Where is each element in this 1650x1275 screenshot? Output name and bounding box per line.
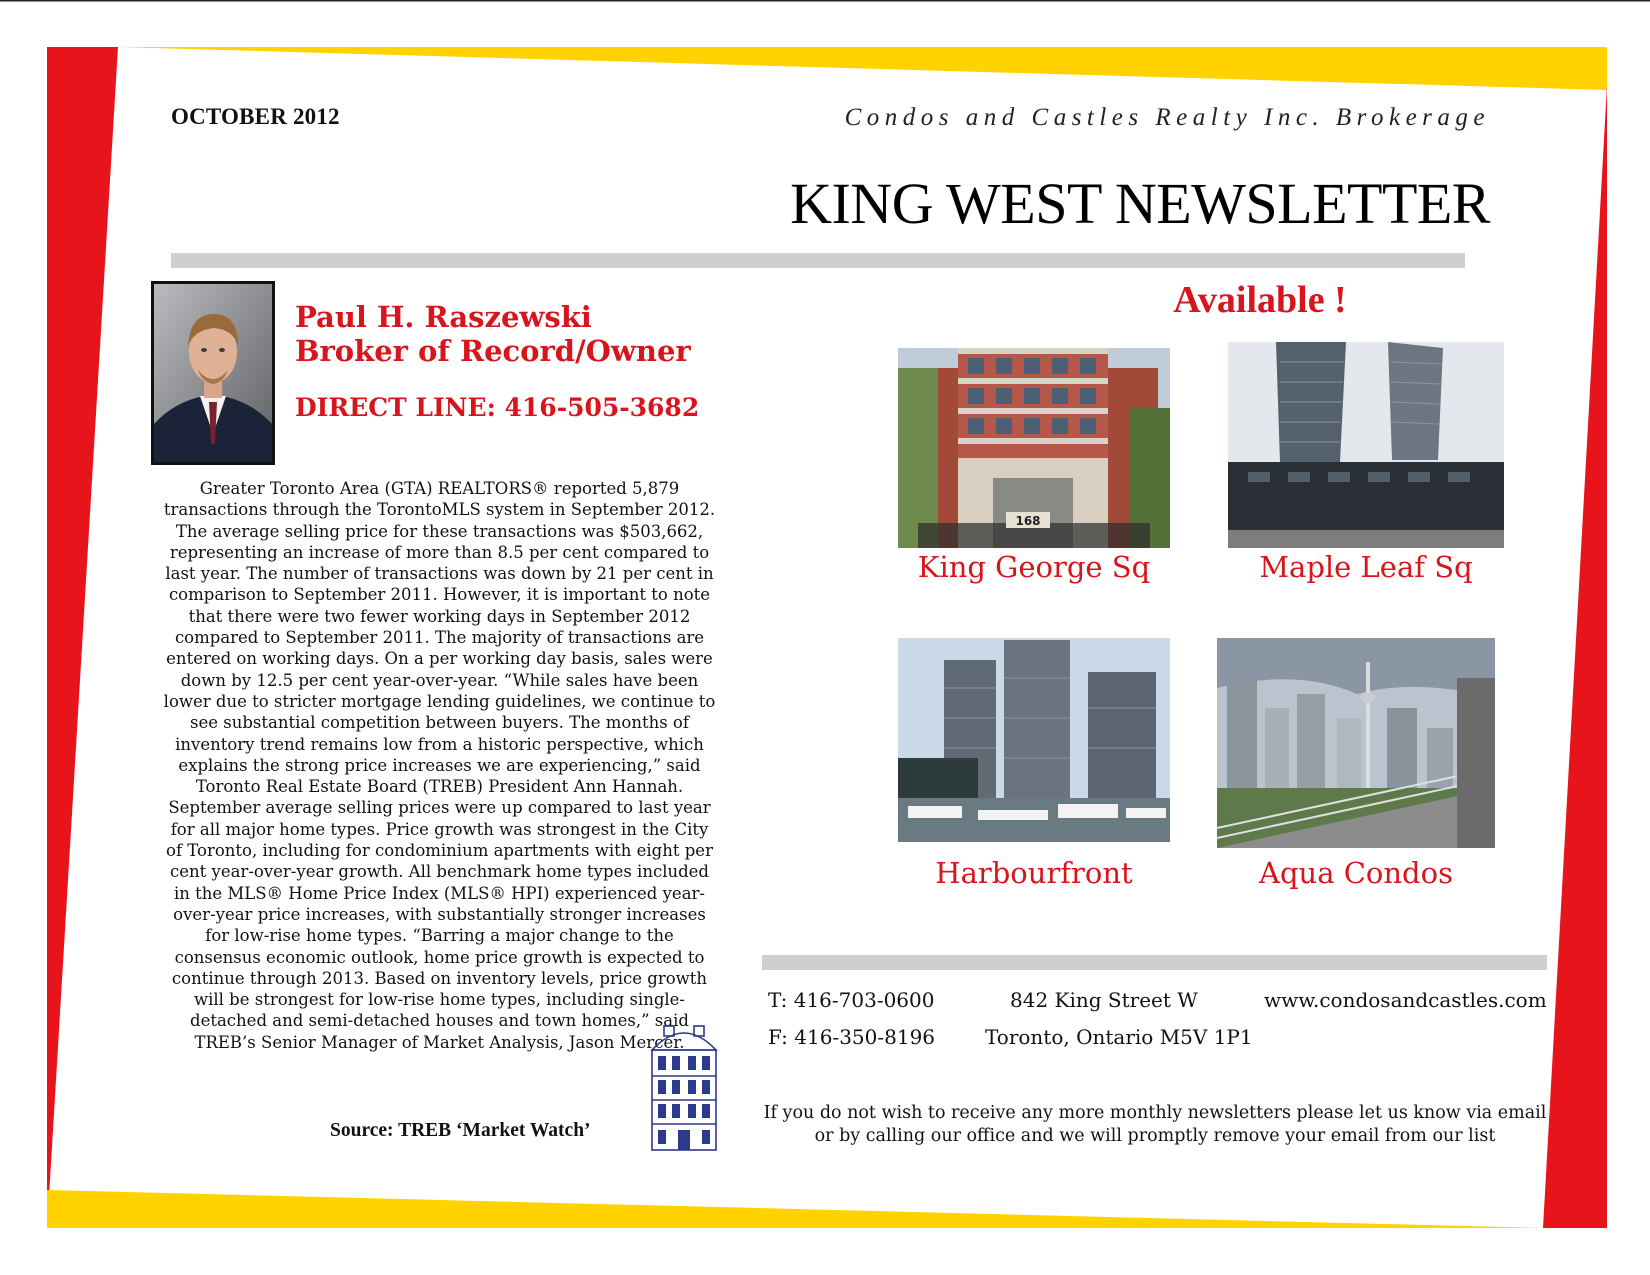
newsletter-title: KING WEST NEWSLETTER bbox=[790, 171, 1490, 236]
city-address: Toronto, Ontario M5V 1P1 bbox=[985, 1025, 1253, 1049]
listing-caption-king-george: King George Sq bbox=[917, 550, 1151, 584]
broker-name: Paul H. Raszewski bbox=[295, 300, 592, 334]
listing-caption-harbourfront: Harbourfront bbox=[935, 856, 1133, 890]
issue-date: OCTOBER 2012 bbox=[171, 104, 340, 129]
source-citation: Source: TREB ‘Market Watch’ bbox=[330, 1120, 591, 1141]
listing-caption-aqua-condos: Aqua Condos bbox=[1259, 856, 1453, 890]
broker-title: Broker of Record/Owner bbox=[295, 334, 691, 368]
listing-caption-maple-leaf: Maple Leaf Sq bbox=[1259, 550, 1473, 584]
harbourfront-photo bbox=[898, 638, 1170, 842]
castle-building-logo bbox=[648, 1020, 720, 1152]
office-fax: F: 416-350-8196 bbox=[768, 1025, 936, 1049]
maple-leaf-sq-photo bbox=[1228, 342, 1504, 548]
building-number-sign: 168 bbox=[1015, 514, 1041, 528]
bottom-divider bbox=[762, 955, 1547, 970]
bottom-yellow-band bbox=[47, 1190, 1543, 1228]
street-address: 842 King Street W bbox=[1010, 988, 1198, 1012]
top-edge-line bbox=[0, 0, 1650, 2]
website-link[interactable]: www.condosandcastles.com bbox=[1264, 988, 1547, 1012]
company-name: Condos and Castles Realty Inc. Brokerage bbox=[844, 104, 1490, 131]
broker-portrait bbox=[151, 281, 275, 465]
available-heading: Available ! bbox=[1173, 279, 1347, 321]
left-red-band bbox=[47, 47, 118, 1230]
aqua-condos-photo bbox=[1217, 638, 1495, 848]
unsubscribe-notice: If you do not wish to receive any more monthly newsletters please let us know via email or by calling our office and we will promptly remove your email from our list bbox=[763, 1103, 1547, 1146]
office-phone: T: 416-703-0600 bbox=[768, 988, 935, 1012]
top-divider bbox=[171, 253, 1465, 268]
right-red-band bbox=[1543, 86, 1607, 1228]
market-report-text: Greater Toronto Area (GTA) REALTORS® reported 5,879 transactions through the TorontoMLS system in September 2012. The average selling price for these transactions was $503,662, representing an increase of more than 8.5 per cent compared to last year. The number of transactions was down by 21 per cent in comparison to September 2011. However, it is important to note that there were two fewer working days in September 2012 compared to September 2011. The majority of transactions are entered on working days. On a per working day basis, sales were down by 12.5 per cent year-over-year. “While sales have been lower due to stricter mortgage lending guidelines, we continue to see substantial competition between buyers. The months of inventory trend remains low from a historic perspective, which explains the strong price increases we are experiencing,” said Toronto Real Estate Board (TREB) President Ann Hannah. September average selling prices were up compared to last year for all major home types. Price growth was strongest in the City of Toronto, including for condominium apartments with eight per cent year-over-year growth. All benchmark home types included in the MLS® Home Price Index (MLS® HPI) experienced year-over-year price increases, with substantially stronger increases for low-rise home types. “Barring a major change to the consensus economic outlook, home price growth is expected to continue through 2013. Based on inventory levels, price growth will be strongest for low-rise home types, including single-detached and semi-detached houses and town homes,” said TREB’s Senior Manager of Market Analysis, Jason Mercer. bbox=[163, 479, 716, 1052]
king-george-sq-photo bbox=[898, 348, 1170, 548]
direct-line-phone: DIRECT LINE: 416-505-3682 bbox=[295, 393, 700, 422]
